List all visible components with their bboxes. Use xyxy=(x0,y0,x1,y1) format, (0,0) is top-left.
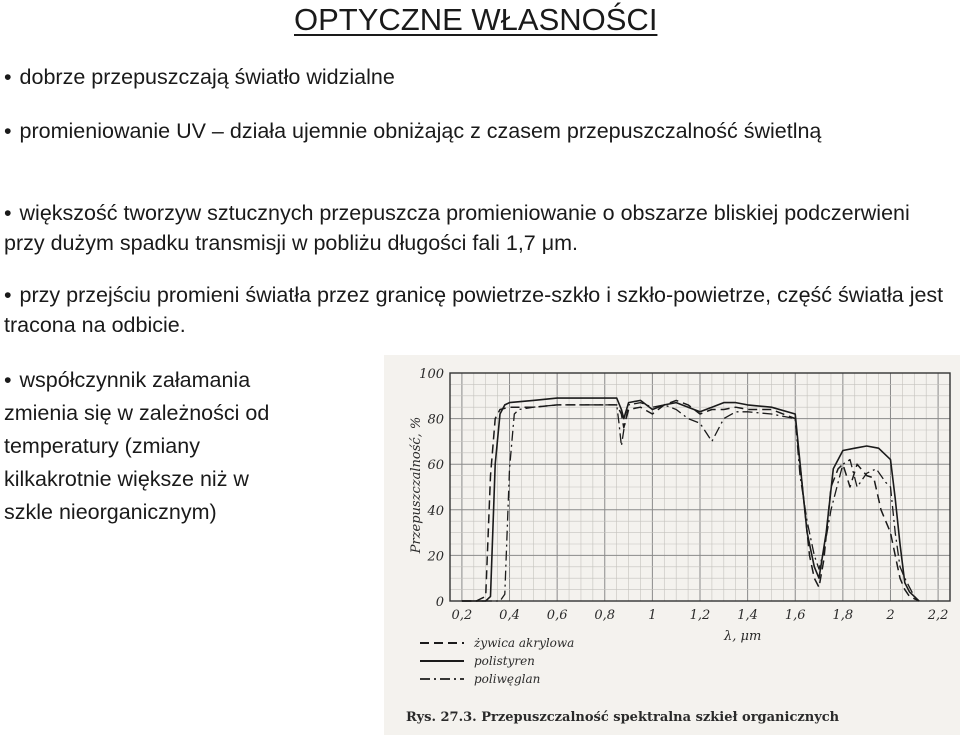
x-tick-label: 1,6 xyxy=(784,608,806,623)
x-tick-label: 1,4 xyxy=(737,608,758,623)
chart-caption: Rys. 27.3. Przepuszczalność spektralna szkieł organicznych xyxy=(406,710,840,725)
bullet-item xyxy=(4,280,949,340)
legend-label: żywica akrylowa xyxy=(474,636,575,650)
y-tick-label: 0 xyxy=(435,595,444,610)
chart-legend xyxy=(420,636,574,686)
series-line xyxy=(462,400,919,601)
legend-label: poliwęglan xyxy=(474,672,541,686)
bullet-text: promieniowanie UV – działa ujemnie obniżając z czasem przepuszczalność świetlną xyxy=(19,119,822,143)
y-tick-label: 40 xyxy=(427,503,444,519)
bullet-dot: • xyxy=(4,65,12,89)
x-tick-label: 1,2 xyxy=(689,608,711,623)
y-tick-label: 60 xyxy=(427,458,444,474)
transmission-chart xyxy=(384,355,960,735)
y-tick-label: 80 xyxy=(427,412,444,428)
bullet-item xyxy=(4,116,849,146)
bullet-item xyxy=(4,198,919,258)
bullet-text: współczynnik załamania zmienia się w zależności od temperatury (zmiany kilkakrotnie większe niż w szkle nieorganicznym) xyxy=(4,368,270,524)
bullet-dot: • xyxy=(4,119,12,143)
y-tick-label: 20 xyxy=(427,549,444,565)
bullet-text: przy przejściu promieni światła przez granicę powietrze-szkło i szkło-powietrze, część światła jest tracona na odbicie. xyxy=(4,283,944,337)
bullet-dot: • xyxy=(4,368,12,392)
bullet-dot: • xyxy=(4,283,12,307)
series-line xyxy=(462,398,919,601)
chart-series xyxy=(462,398,919,601)
x-tick-label: 1,8 xyxy=(832,608,854,623)
x-tick-label: 2,2 xyxy=(927,608,949,623)
x-tick-label: 0,2 xyxy=(451,608,473,623)
y-axis-label: Przepuszczalność, % xyxy=(409,416,424,554)
bullet-item xyxy=(4,62,395,92)
x-axis-label: λ, μm xyxy=(724,629,762,644)
y-tick-label: 100 xyxy=(419,367,444,382)
bullet-dot: • xyxy=(4,201,12,225)
slide-title: OPTYCZNE WŁASNOŚCI xyxy=(294,2,658,37)
x-tick-label: 1 xyxy=(648,608,657,623)
bullet-text: dobrze przepuszczają światło widzialne xyxy=(19,65,395,89)
series-line xyxy=(462,403,919,601)
transmission-chart-figure xyxy=(384,355,960,735)
x-tick-label: 0,6 xyxy=(546,608,568,623)
x-tick-label: 2 xyxy=(886,608,895,623)
bullet-text: większość tworzyw sztucznych przepuszcza promieniowanie o obszarze bliskiej podczerwieni przy dużym spadku transmisji w pobliżu długości fali 1,7 μm. xyxy=(4,201,910,255)
bullet-item xyxy=(4,364,294,529)
x-tick-label: 0,4 xyxy=(499,608,520,623)
x-tick-label: 0,8 xyxy=(594,608,616,623)
legend-label: polistyren xyxy=(474,654,535,668)
